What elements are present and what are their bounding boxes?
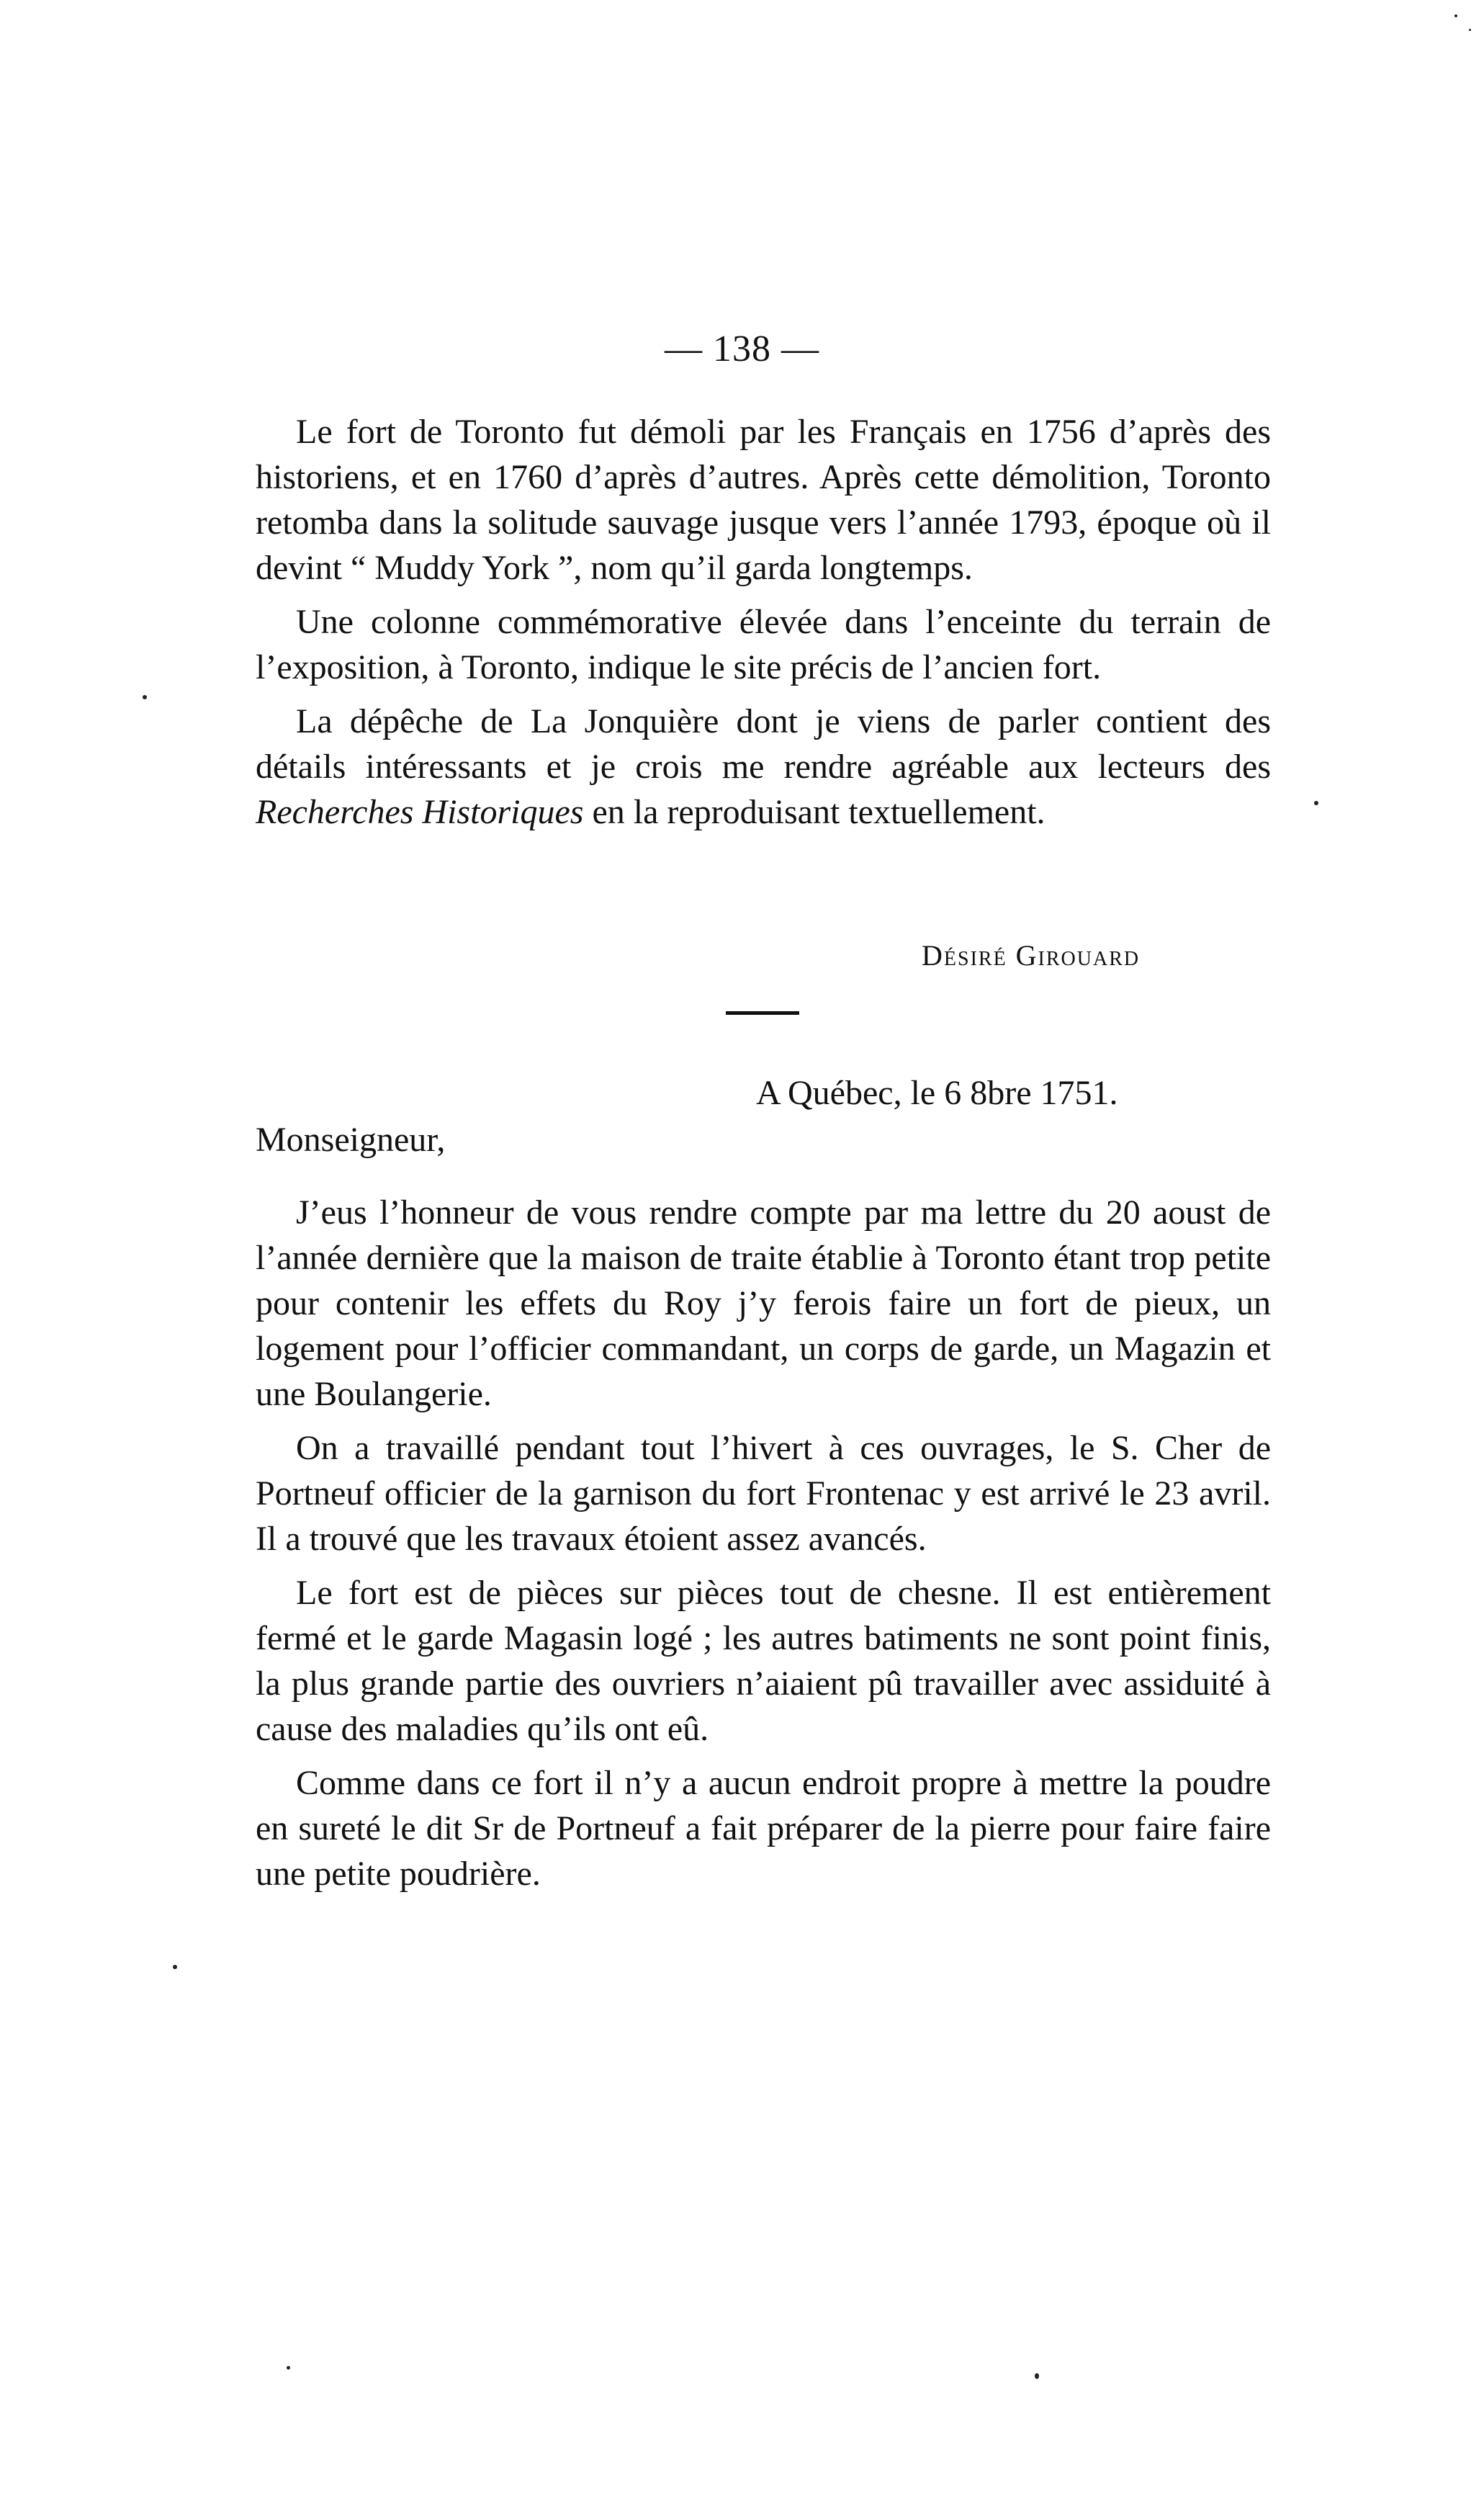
journal-title: Recherches Historiques xyxy=(256,793,584,831)
scan-speck xyxy=(1469,29,1471,31)
letter-date: A Québec, le 6 8bre 1751. xyxy=(756,1074,1118,1112)
page-number: — 138 — xyxy=(665,328,819,369)
intro-paragraph-3-start: La dépêche de La Jonquière dont je viens de parler contient des détails intéressants et je crois me rendre agréable aux lecteurs des xyxy=(256,702,1271,786)
scan-speck xyxy=(143,695,147,699)
letter-paragraph-1: J’eus l’honneur de vous rendre compte par ma lettre du 20 aoust de l’année dernière que la maison de traite établie à Toronto étant trop petite pour contenir les effets du Roy j’y ferois faire un fort de pieux, un logement pour l’officier commandant, un corps de garde, un Magazin et une Boulangerie. xyxy=(256,1193,1271,1413)
scan-speck xyxy=(1454,14,1457,17)
intro-paragraph-1: Le fort de Toronto fut démoli par les Français en 1756 d’après des historiens, et en 1760 d’après d’autres. Après cette démolition, Toronto retomba dans la solitude sauvage jusque vers l’année 1793, époque où il devint “ Muddy York ”, nom qu’il garda longtemps. xyxy=(256,413,1271,587)
intro-paragraph-2: Une colonne commémorative élevée dans l’enceinte du terrain de l’exposition, à Toronto, indique le site précis de l’ancien fort. xyxy=(256,603,1271,686)
letter-paragraph-2: On a travaillé pendant tout l’hivert à ces ouvrages, le S. Cher de Portneuf officier de la garnison du fort Frontenac y est arrivé le 23 avril. Il a trouvé que les travaux étoient assez avancés. xyxy=(256,1429,1271,1558)
intro-paragraph-3-end: en la reproduisant textuellement. xyxy=(592,793,1045,831)
section-divider xyxy=(726,1011,799,1015)
letter-salutation: Monseigneur, xyxy=(256,1121,446,1159)
letter-paragraph-4: Comme dans ce fort il n’y a aucun endroit propre à mettre la poudre en sureté le dit Sr de Portneuf a fait préparer de la pierre pour faire faire une petite poudrière. xyxy=(256,1764,1271,1893)
scan-speck xyxy=(173,1965,177,1969)
intro-paragraph-3 xyxy=(256,699,1271,835)
scan-speck xyxy=(1314,801,1318,805)
scan-speck xyxy=(1035,2373,1039,2379)
author-signature: Désiré Girouard xyxy=(922,939,1141,972)
letter-body xyxy=(256,1190,1271,1905)
scan-speck xyxy=(287,2366,290,2370)
letter-paragraph-3: Le fort est de pièces sur pièces tout de chesne. Il est entièrement fermé et le garde Magasin logé ; les autres batiments ne sont point finis, la plus grande partie des ouvriers n’aiaient pû travailler avec assiduité à cause des maladies qu’ils ont eû. xyxy=(256,1574,1271,1748)
intro-text xyxy=(256,409,1271,843)
